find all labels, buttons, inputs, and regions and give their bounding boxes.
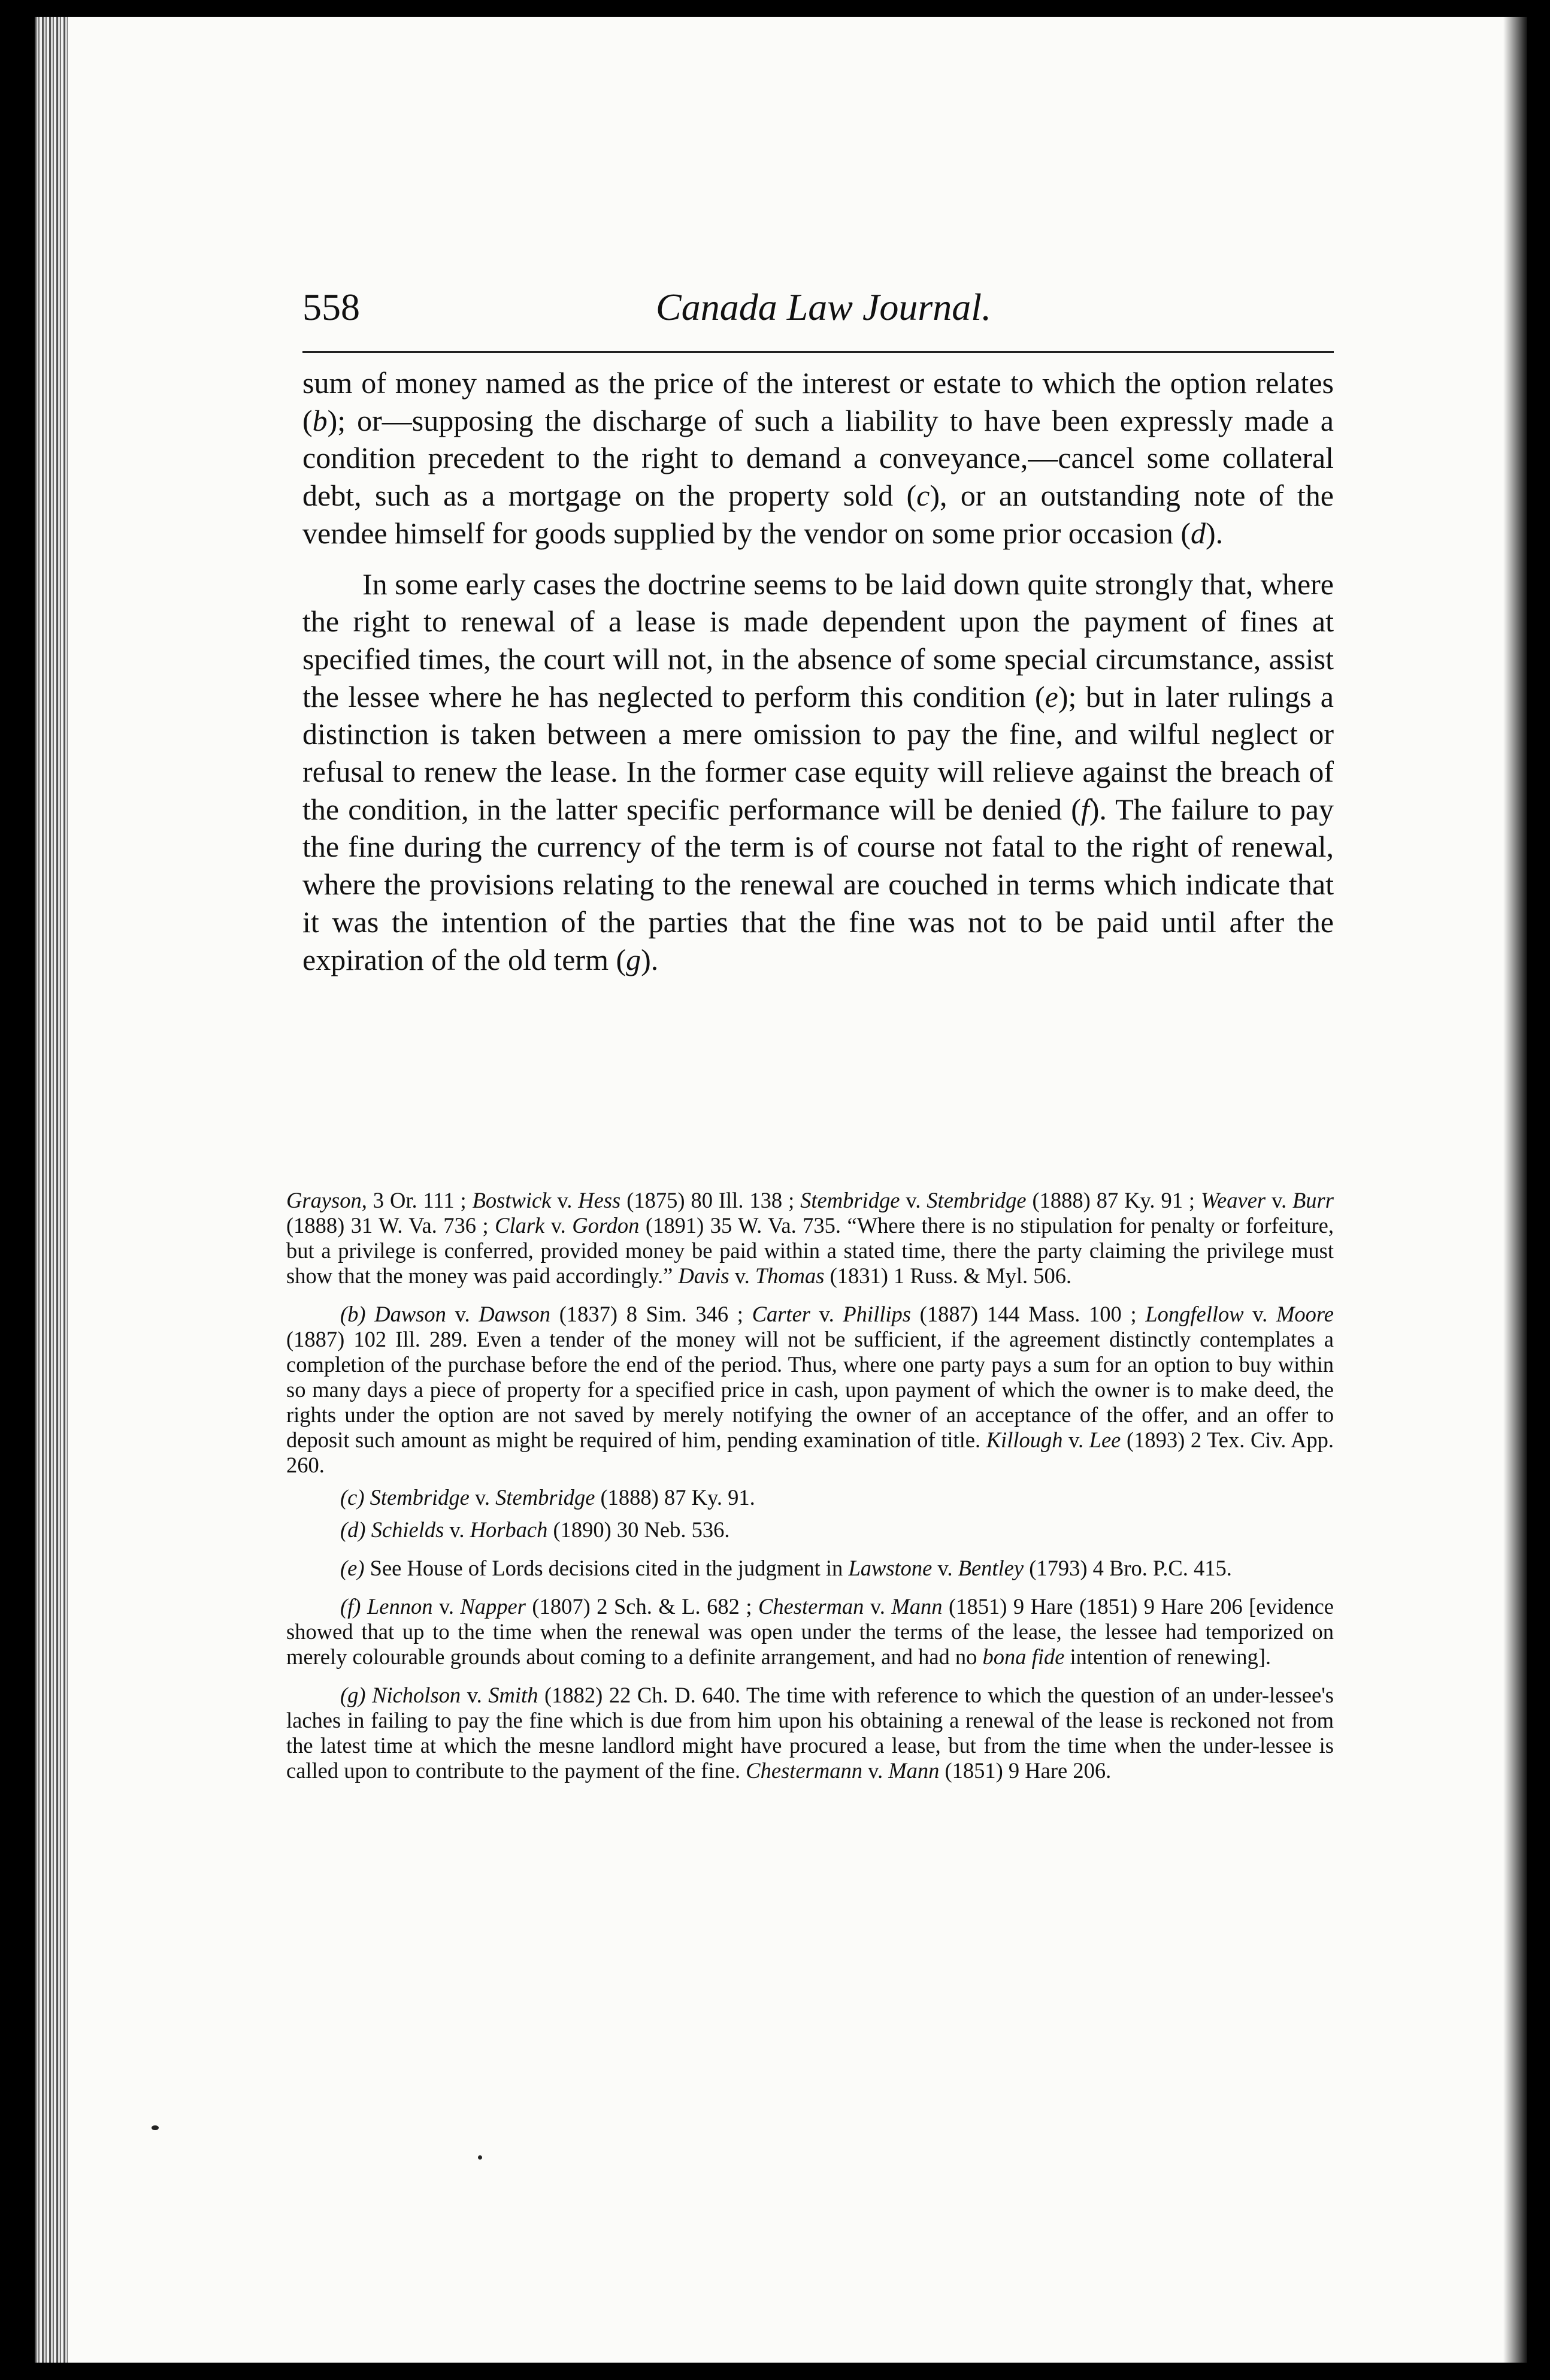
footnote-f: (f) Lennon v. Napper (1807) 2 Sch. & L. 682 ; Chesterman v. Mann (1851) 9 Hare (1851) 9 Hare 206 [evidence showed that up to the time when the renewal was open under the terms of the lease, the lessee had temporized on merely colourable grounds about coming to a definite arrangement, and had no bona fide intention of renewing]. xyxy=(286,1594,1334,1669)
scan-speck xyxy=(152,2125,159,2130)
footnote-ref-f: f xyxy=(1080,792,1089,826)
footnote-b: (b) Dawson v. Dawson (1837) 8 Sim. 346 ; Carter v. Phillips (1887) 144 Mass. 100 ; Longfellow v. Moore (1887) 102 Ill. 289. Even a tender of the money will not be sufficient, if the agreement distinctly contemplates a completion of the purchase before the end of the period. Thus, where one party pays a sum for an option to buy within so many days a piece of property for a specified price in cash, upon payment of which the owner is to make deed, the rights under the option are not saved by merely notifying the owner of an acceptance of the offer, and an offer to deposit such amount as might be required of him, pending examination of title. Killough v. Lee (1893) 2 Tex. Civ. App. 260. xyxy=(286,1302,1334,1477)
scanned-page xyxy=(35,17,1527,2363)
main-text xyxy=(302,364,1334,978)
running-header xyxy=(302,273,1334,353)
page-number: 558 xyxy=(302,286,360,328)
footnote-e: (e) See House of Lords decisions cited in the judgment in Lawstone v. Bentley (1793) 4 Bro. P.C. 415. xyxy=(340,1556,1232,1580)
scan-speck xyxy=(478,2155,482,2160)
footnote-ref-c: c xyxy=(916,479,930,513)
binding-edge xyxy=(35,17,68,2363)
footnote-c: (c) Stembridge v. Stembridge (1888) 87 Ky. 91. xyxy=(340,1485,755,1510)
footnote-g: (g) Nicholson v. Smith (1882) 22 Ch. D. 640. The time with reference to which the question of an under-lessee's laches in failing to pay the fine which is due from him upon his obtaining a renewal of the lease is reckoned not from the latest time at which the mesne landlord might have procured a lease, but from the time when the under-lessee is called upon to contribute to the payment of the fine. Chestermann v. Mann (1851) 9 Hare 206. xyxy=(286,1683,1334,1783)
paragraph-2: In some early cases the doctrine seems to be laid down quite strongly that, where the right to renewal of a lease is made dependent upon the payment of fines at specified times, the court will not, in the absence of some special circumstance, assist the lessee where he has neglected to perform this condition (e); but in later rulings a distinction is taken between a mere omission to pay the fine, and wilful neglect or refusal to renew the lease. In the former case equity will relieve against the breach of the condition, in the latter specific performance will be denied (f). The failure to pay the fine during the currency of the term is of course not fatal to the right of renewal, where the provisions relating to the renewal are couched in terms which indicate that it was the intention of the parties that the fine was not to be paid until after the expiration of the old term (g). xyxy=(302,567,1334,976)
footnote-ref-d: d xyxy=(1190,516,1206,550)
page-edge-shadow xyxy=(1503,17,1527,2363)
footnote-ref-b: b xyxy=(312,403,328,437)
journal-title: Canada Law Journal. xyxy=(656,286,992,328)
footnote-ref-g: g xyxy=(626,942,641,976)
footnote-d: (d) Schields v. Horbach (1890) 30 Neb. 536. xyxy=(340,1517,730,1542)
footnote-ref-e: e xyxy=(1045,679,1058,713)
footnote-continued: Grayson, 3 Or. 111 ; Bostwick v. Hess (1875) 80 Ill. 138 ; Stembridge v. Stembridge (1888) 87 Ky. 91 ; Weaver v. Burr (1888) 31 W. Va. 736 ; Clark v. Gordon (1891) 35 W. Va. 735. “Where there is no stipulation for penalty or forfeiture, but a privilege is conferred, provided money be paid within a stated time, there the party claiming the privilege must show that the money was paid accordingly.” Davis v. Thomas (1831) 1 Russ. & Myl. 506. xyxy=(286,1188,1334,1288)
paragraph-1: sum of money named as the price of the interest or estate to which the option relates (b); or—supposing the discharge of such a liability to have been expressly made a condition precedent to the right to demand a conveyance,—cancel some collateral debt, such as a mortgage on the property sold (c), or an outstanding note of the vendee himself for goods supplied by the vendor on some prior occasion (d). xyxy=(302,366,1334,550)
footnotes xyxy=(286,1188,1334,1791)
